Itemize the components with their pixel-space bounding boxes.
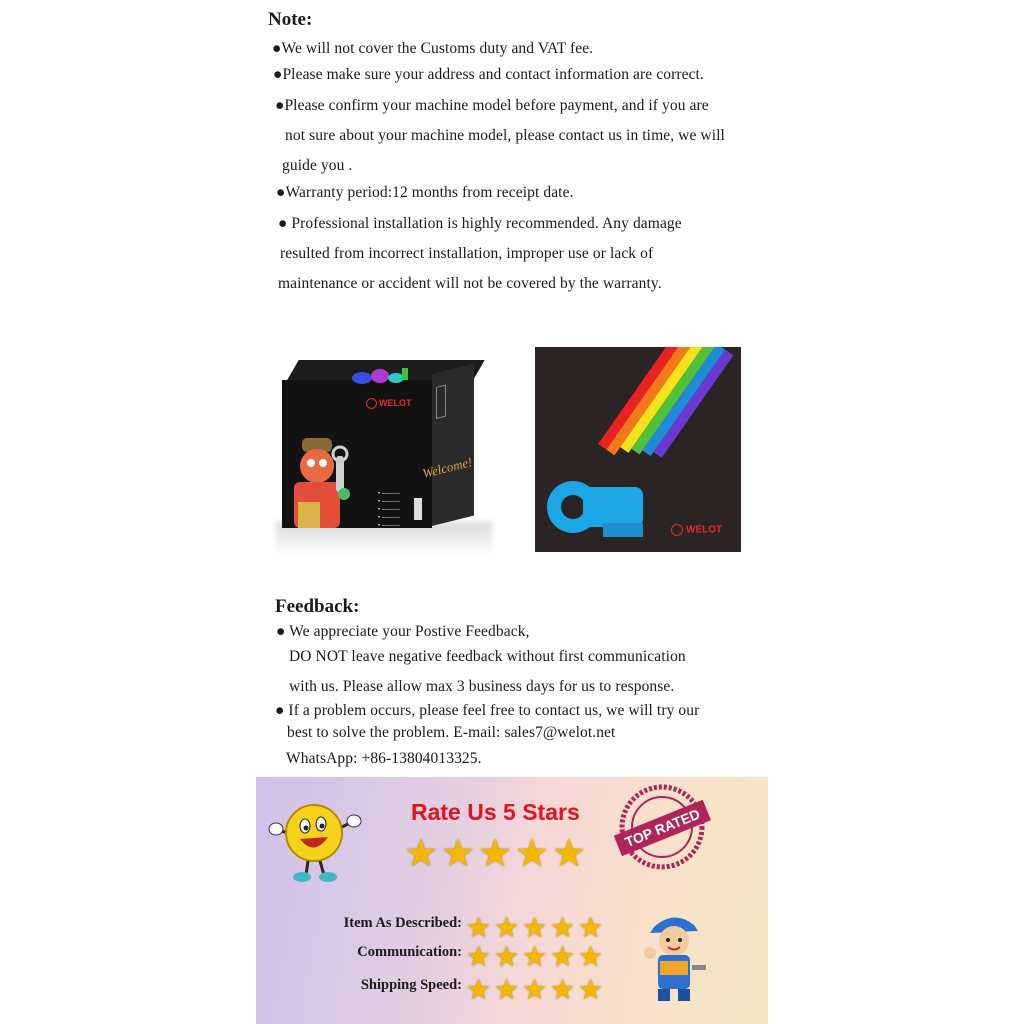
box-qr-code [414, 498, 422, 520]
stamp-badge-icon [612, 781, 712, 873]
star-icon: ★ [466, 911, 492, 944]
box-brand-logo: WELOT [366, 398, 412, 409]
worker-mascot-icon [640, 913, 710, 1005]
card-brand-logo: WELOT [671, 524, 722, 536]
product-box-image [276, 344, 492, 556]
feedback-line-2: DO NOT leave negative feedback without first communication [289, 648, 686, 665]
star-icon: ★ [578, 973, 604, 1006]
note-line-9: maintenance or accident will not be covered by the warranty. [278, 275, 662, 292]
star-icon: ★ [494, 911, 520, 944]
note-line-8: resulted from incorrect installation, improper use or lack of [280, 245, 654, 262]
star-icon: ★ [522, 973, 548, 1006]
star-icon: ★ [522, 911, 548, 944]
rating-row-stars [466, 973, 606, 1006]
rating-row-label: Item As Described: [343, 915, 462, 931]
note-line-3: ●Please confirm your machine model before payment, and if you are [275, 97, 709, 114]
rate-us-title: Rate Us 5 Stars [411, 799, 580, 825]
headline-stars [404, 831, 594, 875]
note-line-1: ●We will not cover the Customs duty and VAT fee. [272, 40, 594, 57]
star-icon: ★ [515, 831, 550, 875]
star-icon: ★ [552, 831, 587, 875]
feedback-line-3: with us. Please allow max 3 business days for us to response. [289, 678, 675, 695]
turbo-part-icon [543, 467, 663, 547]
feedback-line-5: best to solve the problem. E-mail: sales7@welot.net [287, 724, 616, 741]
rainbow-splash-icon [342, 362, 422, 388]
feedback-line-1: ● We appreciate your Postive Feedback, [276, 623, 530, 640]
star-icon: ★ [441, 831, 476, 875]
box-feature-list: • ——— • ——— • ——— • ——— • ——— [378, 491, 400, 529]
star-icon: ★ [478, 831, 513, 875]
star-icon: ★ [494, 940, 520, 973]
rating-row-stars [466, 911, 606, 944]
feedback-line-4: ● If a problem occurs, please feel free to contact us, we will try our [275, 702, 700, 719]
star-icon: ★ [466, 973, 492, 1006]
star-icon: ★ [494, 973, 520, 1006]
product-card-image [535, 347, 741, 552]
box-script-text: Welcome! [420, 454, 474, 481]
note-line-5: guide you . [282, 157, 353, 174]
mechanic-mascot-icon [282, 436, 358, 528]
note-heading: Note: [268, 9, 313, 30]
feedback-heading: Feedback: [275, 596, 360, 617]
rating-row-label: Communication: [357, 944, 462, 960]
note-line-4: not sure about your machine model, please contact us in time, we will [285, 127, 725, 144]
feedback-line-6: WhatsApp: +86-13804013325. [286, 750, 482, 767]
note-line-6: ●Warranty period:12 months from receipt date. [276, 184, 574, 201]
note-line-2: ●Please make sure your address and contact information are correct. [273, 66, 704, 83]
rate-us-banner [256, 777, 768, 1024]
star-icon: ★ [404, 831, 439, 875]
rating-row-stars [466, 940, 606, 973]
box-front-face [282, 380, 474, 529]
star-icon: ★ [522, 940, 548, 973]
note-line-7: ● Professional installation is highly recommended. Any damage [278, 215, 682, 232]
smiley-mascot-icon [266, 791, 366, 883]
star-icon: ★ [578, 940, 604, 973]
rating-row-label: Shipping Speed: [360, 977, 462, 993]
box-side-face [432, 364, 474, 526]
star-icon: ★ [550, 973, 576, 1006]
star-icon: ★ [550, 940, 576, 973]
star-icon: ★ [466, 940, 492, 973]
stamp-text: TOP RATED [622, 805, 703, 851]
top-rated-stamp [612, 781, 712, 873]
star-icon: ★ [550, 911, 576, 944]
star-icon: ★ [578, 911, 604, 944]
